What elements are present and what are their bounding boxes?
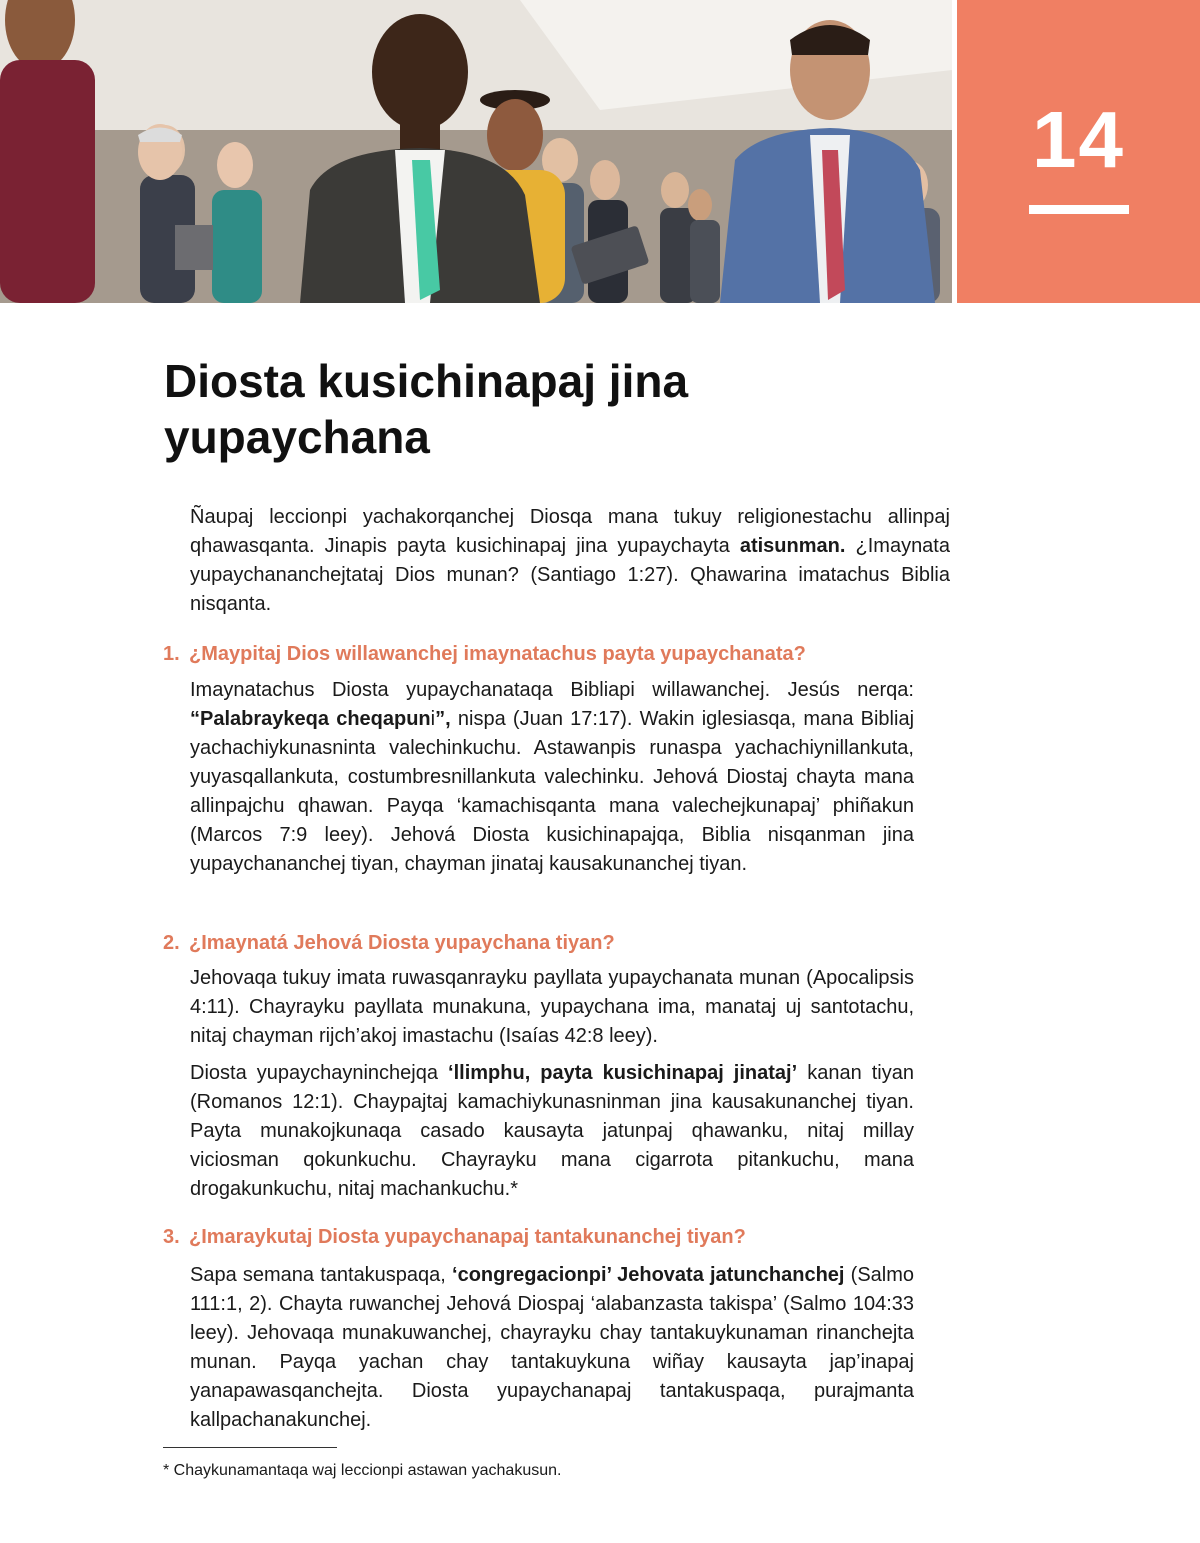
p2b-bold-1: ‘llimphu, payta kusichinapaj jinataj’ xyxy=(448,1062,798,1084)
lesson-number-badge xyxy=(957,0,1200,303)
question-number: 1. xyxy=(163,643,180,665)
man-older-left xyxy=(138,124,182,180)
p3-bold-1: ‘congregacionpi’ Jehovata jatunchanchej xyxy=(452,1264,845,1286)
p1-bold-2: ”, xyxy=(435,708,451,730)
intro-text-1: Ñaupaj leccionpi yachakorqanchej Diosqa mana tukuy religionestachu allinpaj qhawasqanta. Jinapis payta kusichinapaj jina yupaychayta xyxy=(190,506,950,557)
footnote: * Chaykunamantaqa waj leccionpi astawan yachakusun. xyxy=(163,1462,562,1479)
question-heading-3 xyxy=(163,1223,746,1251)
question-heading-2 xyxy=(163,929,615,957)
p2b-text-2: kanan tiyan (Romanos 12:1). Chaypajtaj kamachiykunasninman jina kausakunanchej tiyan. Payta munakojkunaqa casado kausayta jatunpaj qhawanku, nitaj millay viciosman qokunkuchu. Chayrayku mana cigarrota pitankuchu, mana drogakunkuchu, nitaj machankuchu.* xyxy=(190,1062,914,1200)
p2b-text-1: Diosta yupaychayninchejqa xyxy=(190,1062,449,1084)
p1-text-1: Imaynatachus Diosta yupaychanataqa Bibliapi willawanchej. Jesús nerqa: xyxy=(190,679,914,701)
intro-text-2: ¿Imaynata yupaychananchejtataj Dios munan? (Santiago 1:27). Qhawarina imatachus Biblia nisqanta. xyxy=(190,535,950,615)
p3-text-2: (Salmo 111:1, 2). Chayta ruwanchej Jehová Diospaj ‘alabanzasta takispa’ (Salmo 104:33 leey). Jehovaqa munakuwanchej, chayrayku chay tantakuykunaman rinanchejta munan. Payqa yachan chay tantakuykuna wiñay kausayta jap’inapaj yanapawasqanchejta. Diosta yupaychanapaj tantakuspaqa, purajmanta kallpachanakunchej. xyxy=(190,1264,915,1431)
lesson-number: 14 xyxy=(1032,95,1125,184)
question-text: ¿Imaynatá Jehová Diosta yupaychana tiyan? xyxy=(189,932,615,954)
p2a-text-1: Jehovaqa tukuy imata ruwasqanrayku payllata yupaychanata munan (Apocalipsis 4:11). Chayrayku payllata munakuna, yupaychana ima, manataj uj santotachu, nitaj chayman rijch’akoj imastachu (Isaías 42:8 leey). xyxy=(190,967,914,1047)
intro-paragraph xyxy=(190,503,950,619)
question-text: ¿Maypitaj Dios willawanchej imaynatachus payta yupaychanata? xyxy=(189,643,806,665)
answer-paragraph-2a xyxy=(190,964,914,1051)
p3-text-1: Sapa semana tantakuspaqa, xyxy=(190,1264,453,1286)
congregation-illustration xyxy=(0,0,952,303)
footnote-divider xyxy=(163,1447,337,1448)
answer-paragraph-2b xyxy=(190,1059,914,1204)
p1-bold-1: “Palabraykeqa cheqapun xyxy=(190,708,431,730)
answer-paragraph-3 xyxy=(190,1261,914,1435)
page-title: Diosta kusichinapaj jina yupaychana xyxy=(164,355,689,463)
p1-text-3: nispa (Juan 17:17). Wakin iglesiasqa, mana Bibliaj yachachiykunasninta valechinkuchu. Astawanpis runaspa yachachiynillankuta, yuyasqallankuta, costumbresnillankuta valechinku. Jehová Diostaj chayta mana allinpajchu qhawan. Payqa ‘kamachisqanta mana valechejkunapaj’ phiñakun (Marcos 7:9 leey). Jehová Diosta kusichinapajqa, Biblia nisqanman jina yupaychananchej tiyan, chayman jinataj kausakunanchej tiyan. xyxy=(190,708,915,875)
question-text: ¿Imaraykutaj Diosta yupaychanapaj tantakunanchej tiyan? xyxy=(189,1226,746,1248)
question-number: 3. xyxy=(163,1226,180,1248)
intro-bold-1: atisunman. xyxy=(739,535,846,557)
question-heading-1 xyxy=(163,640,806,668)
header-photo xyxy=(0,0,952,303)
p1-text-2: i xyxy=(430,708,436,730)
answer-paragraph-1 xyxy=(190,676,914,879)
lesson-number-underline xyxy=(1029,205,1129,214)
question-number: 2. xyxy=(163,932,180,954)
